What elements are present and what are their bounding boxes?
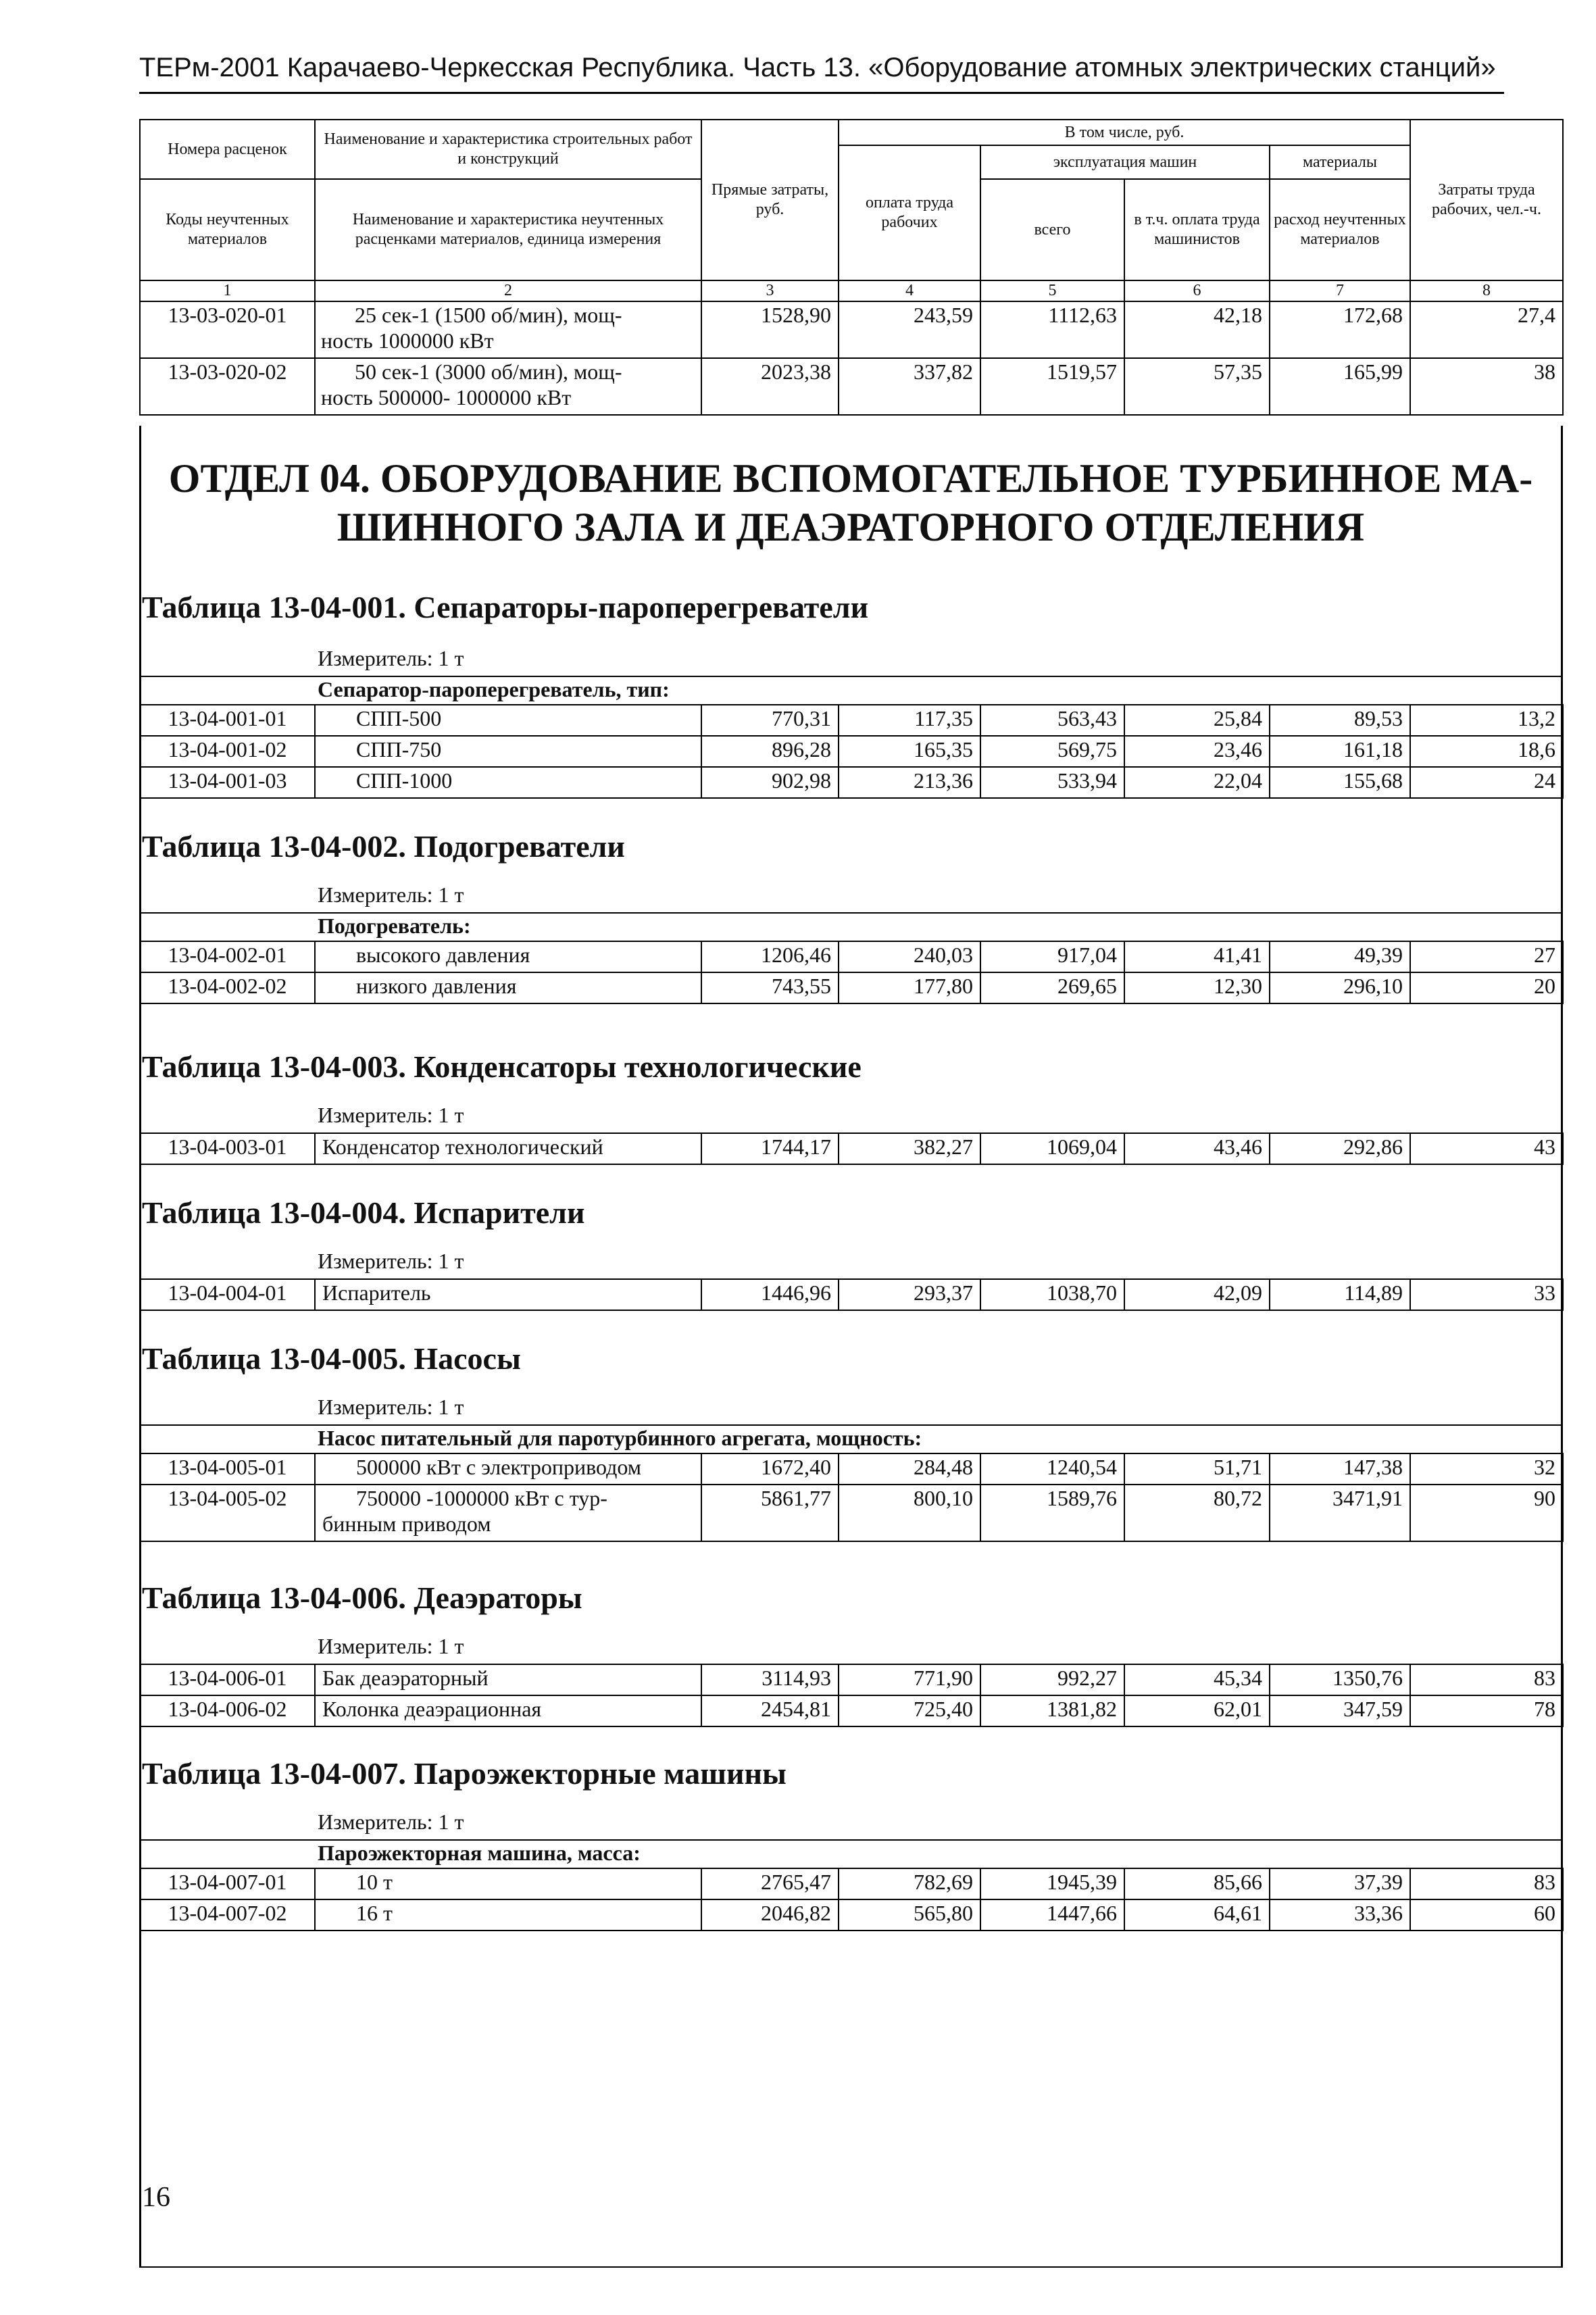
row-name [315, 1485, 701, 1541]
labor-hours: 18,6 [1410, 736, 1563, 767]
row-name [315, 358, 701, 415]
machines-total: 1240,54 [980, 1453, 1124, 1485]
direct-cost: 770,31 [701, 705, 839, 736]
table-001 [139, 704, 1564, 799]
table-row [140, 972, 1563, 1003]
labor-hours: 83 [1410, 1868, 1563, 1899]
machines-total: 917,04 [980, 941, 1124, 972]
table-title-007: Таблица 13-04-007. Пароэжекторные машины [142, 1756, 787, 1791]
table-row [140, 705, 1563, 736]
table-title-004: Таблица 13-04-004. Испарители [142, 1195, 585, 1230]
labor-pay: 213,36 [839, 767, 980, 798]
table-002 [139, 941, 1564, 1004]
row-name: низкого давления [315, 972, 701, 1003]
labor-hours: 33 [1410, 1279, 1563, 1310]
row-code: 13-04-001-02 [140, 736, 315, 767]
machinist-pay: 80,72 [1124, 1485, 1270, 1541]
machines-total: 569,75 [980, 736, 1124, 767]
row-name: 16 т [315, 1899, 701, 1931]
labor-hours: 27 [1410, 941, 1563, 972]
measure-007: Измеритель: 1 т [318, 1810, 464, 1834]
header-machinist-pay: в т.ч. оплата труда машинистов [1124, 179, 1270, 280]
labor-hours: 38 [1410, 358, 1563, 415]
machinist-pay: 25,84 [1124, 705, 1270, 736]
direct-cost: 3114,93 [701, 1664, 839, 1695]
row-name: СПП-1000 [315, 767, 701, 798]
labor-hours: 13,2 [1410, 705, 1563, 736]
page-number: 16 [142, 2182, 170, 2213]
header-labor-costs: Затраты труда рабочих, чел.-ч. [1410, 120, 1563, 280]
direct-cost: 2046,82 [701, 1899, 839, 1931]
table-004 [139, 1278, 1564, 1311]
table-row [140, 767, 1563, 798]
materials: 3471,91 [1270, 1485, 1410, 1541]
row-code: 13-04-001-03 [140, 767, 315, 798]
labor-pay: 771,90 [839, 1664, 980, 1695]
labor-hours: 20 [1410, 972, 1563, 1003]
measure-006: Измеритель: 1 т [318, 1634, 464, 1658]
machines-total: 1589,76 [980, 1485, 1124, 1541]
col-num-1: 1 [140, 280, 315, 301]
labor-hours: 27,4 [1410, 301, 1563, 358]
frame-bottom [139, 2266, 1562, 2268]
table-003 [139, 1132, 1564, 1165]
col-num-3: 3 [701, 280, 839, 301]
col-num-4: 4 [839, 280, 980, 301]
frame-right [1561, 426, 1563, 2268]
machines-total: 992,27 [980, 1664, 1124, 1695]
row-code: 13-04-005-02 [140, 1485, 315, 1541]
header-material-codes: Коды неучтенных материалов [140, 179, 315, 280]
labor-hours: 83 [1410, 1664, 1563, 1695]
header-name: Наименование и характеристика строительных работ и конструкций [315, 120, 701, 179]
direct-cost: 902,98 [701, 767, 839, 798]
table-row [140, 301, 1563, 358]
row-name-line-2: бинным приводом [322, 1512, 491, 1537]
machines-total: 1381,82 [980, 1695, 1124, 1726]
section-title-line-2: ШИННОГО ЗАЛА И ДЕАЭРАТОРНОГО ОТДЕЛЕНИЯ [336, 505, 1365, 549]
direct-cost: 896,28 [701, 736, 839, 767]
table-title-001: Таблица 13-04-001. Сепараторы-пароперегреватели [142, 590, 869, 624]
header-codes: Номера расценок [140, 120, 315, 179]
materials: 161,18 [1270, 736, 1410, 767]
group-header-005: Насос питательный для паротурбинного агрегата, мощность: [318, 1426, 922, 1450]
labor-pay: 725,40 [839, 1695, 980, 1726]
row-name: Испаритель [315, 1279, 701, 1310]
header-direct-costs: Прямые затраты, руб. [701, 120, 839, 280]
row-name: СПП-500 [315, 705, 701, 736]
table-006 [139, 1664, 1564, 1727]
labor-hours: 43 [1410, 1133, 1563, 1164]
machinist-pay: 45,34 [1124, 1664, 1270, 1695]
machinist-pay: 57,35 [1124, 358, 1270, 415]
labor-pay: 165,35 [839, 736, 980, 767]
labor-pay: 284,48 [839, 1453, 980, 1485]
labor-pay: 800,10 [839, 1485, 980, 1541]
labor-hours: 78 [1410, 1695, 1563, 1726]
row-code: 13-04-003-01 [140, 1133, 315, 1164]
labor-hours: 90 [1410, 1485, 1563, 1541]
row-code: 13-04-007-01 [140, 1868, 315, 1899]
row-code: 13-04-001-01 [140, 705, 315, 736]
row-name [315, 301, 701, 358]
table-row [140, 1868, 1563, 1899]
row-name-line-1: 750000 -1000000 кВт с тур- [356, 1486, 607, 1510]
col-num-7: 7 [1270, 280, 1410, 301]
table-row [140, 1133, 1563, 1164]
labor-hours: 60 [1410, 1899, 1563, 1931]
row-code: 13-04-006-01 [140, 1664, 315, 1695]
direct-cost: 743,55 [701, 972, 839, 1003]
machinist-pay: 12,30 [1124, 972, 1270, 1003]
row-code: 13-04-004-01 [140, 1279, 315, 1310]
col-num-5: 5 [980, 280, 1124, 301]
machines-total: 1038,70 [980, 1279, 1124, 1310]
direct-cost: 2765,47 [701, 1868, 839, 1899]
group-header-001: Сепаратор-пароперегреватель, тип: [318, 677, 670, 701]
labor-pay: 382,27 [839, 1133, 980, 1164]
measure-004: Измеритель: 1 т [318, 1249, 464, 1273]
row-name-line-2: ность 1000000 кВт [321, 328, 494, 353]
labor-pay: 337,82 [839, 358, 980, 415]
labor-pay: 565,80 [839, 1899, 980, 1931]
row-name: Бак деаэраторный [315, 1664, 701, 1695]
header-labor-pay: оплата труда рабочих [839, 145, 980, 280]
measure-003: Измеритель: 1 т [318, 1103, 464, 1127]
labor-hours: 32 [1410, 1453, 1563, 1485]
table-005 [139, 1453, 1564, 1542]
row-code: 13-03-020-02 [140, 358, 315, 415]
machinist-pay: 51,71 [1124, 1453, 1270, 1485]
group-header-007: Пароэжекторная машина, масса: [318, 1841, 641, 1865]
materials: 147,38 [1270, 1453, 1410, 1485]
machinist-pay: 85,66 [1124, 1868, 1270, 1899]
column-header-table [139, 119, 1564, 416]
materials: 33,36 [1270, 1899, 1410, 1931]
labor-pay: 243,59 [839, 301, 980, 358]
frame-left [139, 426, 141, 2268]
machinist-pay: 42,09 [1124, 1279, 1270, 1310]
row-name: 10 т [315, 1868, 701, 1899]
col-num-2: 2 [315, 280, 701, 301]
machines-total: 1112,63 [980, 301, 1124, 358]
materials: 347,59 [1270, 1695, 1410, 1726]
row-code: 13-03-020-01 [140, 301, 315, 358]
labor-pay: 782,69 [839, 1868, 980, 1899]
materials: 292,86 [1270, 1133, 1410, 1164]
materials: 155,68 [1270, 767, 1410, 798]
direct-cost: 5861,77 [701, 1485, 839, 1541]
table-row [140, 1453, 1563, 1485]
row-name: высокого давления [315, 941, 701, 972]
table-row [140, 941, 1563, 972]
row-code: 13-04-002-02 [140, 972, 315, 1003]
header-machines-total: всего [980, 179, 1124, 280]
row-name: 500000 кВт с электроприводом [315, 1453, 701, 1485]
materials: 296,10 [1270, 972, 1410, 1003]
machinist-pay: 22,04 [1124, 767, 1270, 798]
row-code: 13-04-002-01 [140, 941, 315, 972]
header-materials: материалы [1270, 145, 1410, 179]
labor-pay: 240,03 [839, 941, 980, 972]
materials: 1350,76 [1270, 1664, 1410, 1695]
table-title-002: Таблица 13-04-002. Подогреватели [142, 829, 625, 864]
row-name-line-1: 50 сек-1 (3000 об/мин), мощ- [355, 359, 622, 384]
col-num-8: 8 [1410, 280, 1563, 301]
running-header: ТЕРм-2001 Карачаево-Черкесская Республика. Часть 13. «Оборудование атомных электрических станций» [139, 53, 1496, 82]
direct-cost: 1672,40 [701, 1453, 839, 1485]
direct-cost: 2454,81 [701, 1695, 839, 1726]
table-title-003: Таблица 13-04-003. Конденсаторы технологические [142, 1049, 862, 1084]
machines-total: 1069,04 [980, 1133, 1124, 1164]
row-code: 13-04-005-01 [140, 1453, 315, 1485]
machinist-pay: 43,46 [1124, 1133, 1270, 1164]
row-name: Колонка деаэрационная [315, 1695, 701, 1726]
table-title-006: Таблица 13-04-006. Деаэраторы [142, 1580, 582, 1615]
direct-cost: 1446,96 [701, 1279, 839, 1310]
section-title [139, 454, 1562, 551]
direct-cost: 1528,90 [701, 301, 839, 358]
section-title-line-1: ОТДЕЛ 04. ОБОРУДОВАНИЕ ВСПОМОГАТЕЛЬНОЕ ТУРБИННОЕ МА- [168, 456, 1533, 501]
machines-total: 563,43 [980, 705, 1124, 736]
materials: 172,68 [1270, 301, 1410, 358]
col-num-6: 6 [1124, 280, 1270, 301]
labor-hours: 24 [1410, 767, 1563, 798]
table-row [140, 1485, 1563, 1541]
row-name: Конденсатор технологический [315, 1133, 701, 1164]
machines-total: 269,65 [980, 972, 1124, 1003]
table-row [140, 1279, 1563, 1310]
table-row [140, 1664, 1563, 1695]
direct-cost: 1206,46 [701, 941, 839, 972]
measure-005: Измеритель: 1 т [318, 1395, 464, 1419]
materials: 114,89 [1270, 1279, 1410, 1310]
materials: 49,39 [1270, 941, 1410, 972]
group-header-002: Подогреватель: [318, 914, 471, 938]
machinist-pay: 23,46 [1124, 736, 1270, 767]
header-material-use: расход неучтенных материалов [1270, 179, 1410, 280]
measure-002: Измеритель: 1 т [318, 882, 464, 907]
machines-total: 533,94 [980, 767, 1124, 798]
machines-total: 1519,57 [980, 358, 1124, 415]
materials: 37,39 [1270, 1868, 1410, 1899]
table-row [140, 1695, 1563, 1726]
row-code: 13-04-006-02 [140, 1695, 315, 1726]
row-code: 13-04-007-02 [140, 1899, 315, 1931]
machines-total: 1447,66 [980, 1899, 1124, 1931]
row-name-line-2: ность 500000- 1000000 кВт [321, 385, 572, 410]
materials: 89,53 [1270, 705, 1410, 736]
row-name-line-1: 25 сек-1 (1500 об/мин), мощ- [355, 302, 622, 327]
header-machines: эксплуатация машин [980, 145, 1270, 179]
machinist-pay: 41,41 [1124, 941, 1270, 972]
table-row [140, 736, 1563, 767]
machinist-pay: 42,18 [1124, 301, 1270, 358]
labor-pay: 117,35 [839, 705, 980, 736]
labor-pay: 177,80 [839, 972, 980, 1003]
table-007 [139, 1868, 1564, 1931]
row-name: СПП-750 [315, 736, 701, 767]
header-including: В том числе, руб. [839, 120, 1410, 145]
machines-total: 1945,39 [980, 1868, 1124, 1899]
measure-001: Измеритель: 1 т [318, 646, 464, 670]
header-rule [139, 92, 1504, 94]
table-title-005: Таблица 13-04-005. Насосы [142, 1341, 521, 1376]
direct-cost: 2023,38 [701, 358, 839, 415]
machinist-pay: 64,61 [1124, 1899, 1270, 1931]
materials: 165,99 [1270, 358, 1410, 415]
table-row [140, 358, 1563, 415]
direct-cost: 1744,17 [701, 1133, 839, 1164]
table-row [140, 1899, 1563, 1931]
header-material-name: Наименование и характеристика неучтенных расценками материалов, единица измерения [315, 179, 701, 280]
labor-pay: 293,37 [839, 1279, 980, 1310]
machinist-pay: 62,01 [1124, 1695, 1270, 1726]
